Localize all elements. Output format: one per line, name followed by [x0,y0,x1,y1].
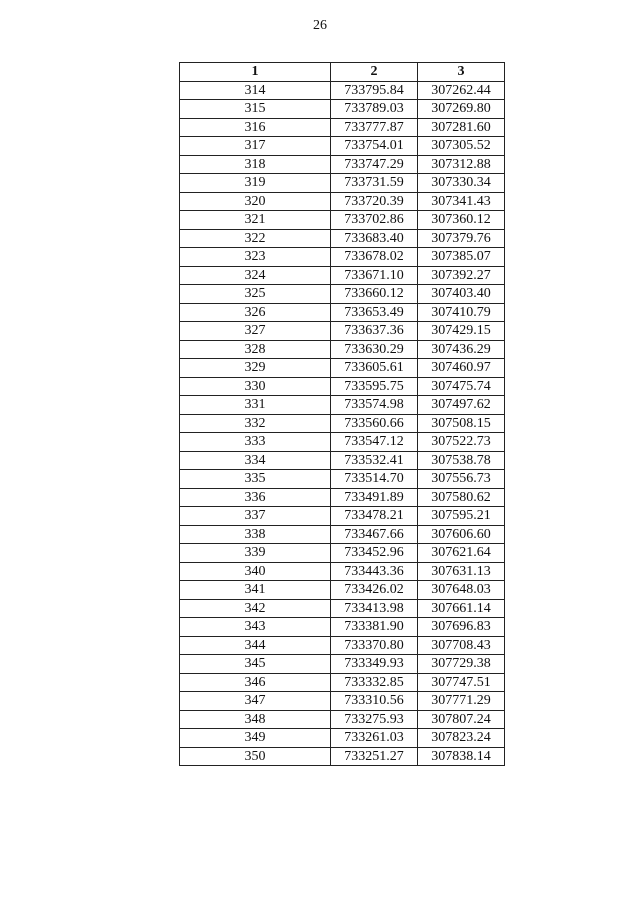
cell-point-number: 335 [180,470,331,489]
cell-y-coordinate: 307771.29 [418,692,505,711]
cell-x-coordinate: 733275.93 [331,710,418,729]
cell-y-coordinate: 307330.34 [418,174,505,193]
cell-y-coordinate: 307436.29 [418,340,505,359]
table-row [180,248,505,267]
table-row [180,266,505,285]
cell-x-coordinate: 733660.12 [331,285,418,304]
table-row [180,636,505,655]
table-row [180,211,505,230]
table-row [180,81,505,100]
cell-point-number: 342 [180,599,331,618]
cell-y-coordinate: 307648.03 [418,581,505,600]
table-row [180,599,505,618]
cell-x-coordinate: 733547.12 [331,433,418,452]
table-row [180,118,505,137]
cell-point-number: 340 [180,562,331,581]
table-row [180,544,505,563]
cell-point-number: 349 [180,729,331,748]
cell-point-number: 319 [180,174,331,193]
table-row [180,655,505,674]
cell-point-number: 326 [180,303,331,322]
cell-x-coordinate: 733491.89 [331,488,418,507]
table-row [180,488,505,507]
cell-x-coordinate: 733467.66 [331,525,418,544]
table-row [180,322,505,341]
cell-x-coordinate: 733370.80 [331,636,418,655]
cell-point-number: 344 [180,636,331,655]
cell-x-coordinate: 733605.61 [331,359,418,378]
cell-point-number: 339 [180,544,331,563]
table-row [180,137,505,156]
cell-y-coordinate: 307696.83 [418,618,505,637]
cell-x-coordinate: 733683.40 [331,229,418,248]
table-row [180,673,505,692]
cell-y-coordinate: 307580.62 [418,488,505,507]
cell-y-coordinate: 307747.51 [418,673,505,692]
cell-x-coordinate: 733332.85 [331,673,418,692]
column-header-point: 1 [180,63,331,82]
cell-point-number: 350 [180,747,331,766]
cell-point-number: 317 [180,137,331,156]
cell-y-coordinate: 307595.21 [418,507,505,526]
cell-y-coordinate: 307708.43 [418,636,505,655]
table-row [180,174,505,193]
cell-y-coordinate: 307429.15 [418,322,505,341]
cell-point-number: 316 [180,118,331,137]
cell-point-number: 338 [180,525,331,544]
cell-point-number: 333 [180,433,331,452]
table-row [180,192,505,211]
cell-y-coordinate: 307392.27 [418,266,505,285]
cell-x-coordinate: 733532.41 [331,451,418,470]
cell-x-coordinate: 733261.03 [331,729,418,748]
cell-point-number: 322 [180,229,331,248]
table-header-row [180,63,505,82]
column-header-x: 2 [331,63,418,82]
cell-point-number: 348 [180,710,331,729]
table-row [180,340,505,359]
table-row [180,692,505,711]
cell-point-number: 320 [180,192,331,211]
cell-point-number: 324 [180,266,331,285]
table-row [180,618,505,637]
cell-x-coordinate: 733754.01 [331,137,418,156]
cell-y-coordinate: 307522.73 [418,433,505,452]
cell-point-number: 330 [180,377,331,396]
table-row [180,562,505,581]
table-row [180,303,505,322]
cell-y-coordinate: 307729.38 [418,655,505,674]
cell-y-coordinate: 307410.79 [418,303,505,322]
cell-y-coordinate: 307341.43 [418,192,505,211]
cell-point-number: 337 [180,507,331,526]
table-row [180,433,505,452]
cell-x-coordinate: 733789.03 [331,100,418,119]
cell-x-coordinate: 733413.98 [331,599,418,618]
cell-y-coordinate: 307385.07 [418,248,505,267]
cell-point-number: 314 [180,81,331,100]
table-row [180,451,505,470]
cell-x-coordinate: 733443.36 [331,562,418,581]
cell-x-coordinate: 733795.84 [331,81,418,100]
cell-point-number: 323 [180,248,331,267]
cell-point-number: 321 [180,211,331,230]
cell-point-number: 332 [180,414,331,433]
cell-y-coordinate: 307538.78 [418,451,505,470]
cell-y-coordinate: 307631.13 [418,562,505,581]
cell-x-coordinate: 733310.56 [331,692,418,711]
cell-y-coordinate: 307661.14 [418,599,505,618]
cell-y-coordinate: 307269.80 [418,100,505,119]
cell-y-coordinate: 307262.44 [418,81,505,100]
table-row [180,155,505,174]
cell-point-number: 346 [180,673,331,692]
cell-y-coordinate: 307305.52 [418,137,505,156]
cell-point-number: 341 [180,581,331,600]
cell-x-coordinate: 733478.21 [331,507,418,526]
cell-y-coordinate: 307360.12 [418,211,505,230]
table-row [180,359,505,378]
cell-point-number: 343 [180,618,331,637]
cell-y-coordinate: 307508.15 [418,414,505,433]
table-row [180,229,505,248]
table-row [180,285,505,304]
cell-x-coordinate: 733349.93 [331,655,418,674]
cell-y-coordinate: 307807.24 [418,710,505,729]
table-row [180,525,505,544]
cell-point-number: 328 [180,340,331,359]
table-row [180,414,505,433]
table-row [180,747,505,766]
table-row [180,729,505,748]
cell-x-coordinate: 733777.87 [331,118,418,137]
column-header-y: 3 [418,63,505,82]
table-row [180,396,505,415]
cell-y-coordinate: 307606.60 [418,525,505,544]
cell-x-coordinate: 733514.70 [331,470,418,489]
cell-x-coordinate: 733452.96 [331,544,418,563]
cell-x-coordinate: 733720.39 [331,192,418,211]
cell-x-coordinate: 733747.29 [331,155,418,174]
cell-x-coordinate: 733426.02 [331,581,418,600]
cell-point-number: 315 [180,100,331,119]
table-row [180,470,505,489]
cell-y-coordinate: 307497.62 [418,396,505,415]
cell-x-coordinate: 733637.36 [331,322,418,341]
cell-point-number: 345 [180,655,331,674]
cell-y-coordinate: 307475.74 [418,377,505,396]
table-row [180,377,505,396]
cell-y-coordinate: 307838.14 [418,747,505,766]
page-number: 26 [313,18,327,33]
cell-x-coordinate: 733678.02 [331,248,418,267]
cell-x-coordinate: 733574.98 [331,396,418,415]
cell-x-coordinate: 733702.86 [331,211,418,230]
cell-y-coordinate: 307403.40 [418,285,505,304]
cell-point-number: 329 [180,359,331,378]
table-row [180,581,505,600]
table-row [180,507,505,526]
cell-y-coordinate: 307823.24 [418,729,505,748]
cell-x-coordinate: 733595.75 [331,377,418,396]
cell-x-coordinate: 733671.10 [331,266,418,285]
cell-point-number: 331 [180,396,331,415]
cell-y-coordinate: 307281.60 [418,118,505,137]
cell-point-number: 327 [180,322,331,341]
cell-point-number: 334 [180,451,331,470]
table-row [180,100,505,119]
cell-x-coordinate: 733251.27 [331,747,418,766]
cell-point-number: 347 [180,692,331,711]
table-body [180,81,505,766]
cell-x-coordinate: 733731.59 [331,174,418,193]
cell-point-number: 325 [180,285,331,304]
coordinates-table [179,62,505,766]
cell-y-coordinate: 307556.73 [418,470,505,489]
table-row [180,710,505,729]
cell-x-coordinate: 733381.90 [331,618,418,637]
cell-y-coordinate: 307312.88 [418,155,505,174]
cell-x-coordinate: 733653.49 [331,303,418,322]
cell-point-number: 336 [180,488,331,507]
cell-x-coordinate: 733560.66 [331,414,418,433]
cell-y-coordinate: 307621.64 [418,544,505,563]
cell-y-coordinate: 307379.76 [418,229,505,248]
cell-point-number: 318 [180,155,331,174]
cell-y-coordinate: 307460.97 [418,359,505,378]
cell-x-coordinate: 733630.29 [331,340,418,359]
